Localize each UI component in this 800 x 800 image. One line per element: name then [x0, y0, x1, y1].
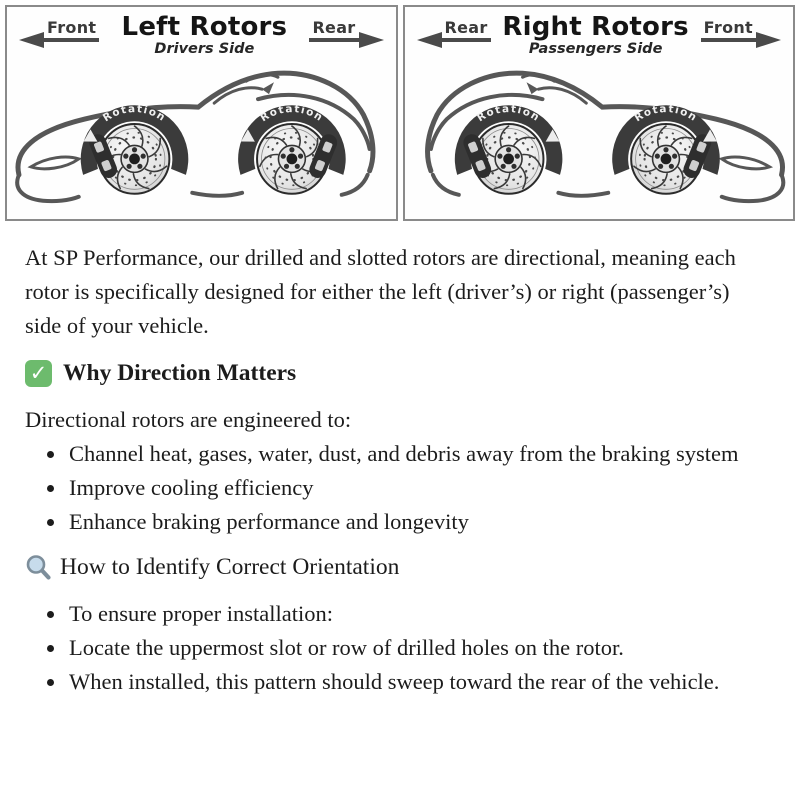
- list-item: • Enhance braking performance and longevity: [67, 505, 770, 539]
- rotor-direction-diagram: [0, 0, 800, 221]
- list-item: • To ensure proper installation:: [67, 597, 770, 631]
- heading-text: How to Identify Correct Orientation: [60, 554, 400, 580]
- front-direction-arrow-label: Front: [701, 19, 756, 42]
- list-item: • Improve cooling efficiency: [67, 471, 770, 505]
- right-rotors-panel: [403, 5, 796, 221]
- rotation-label: Rotation: [474, 102, 542, 125]
- why-bullet-list: [25, 437, 770, 539]
- article-content: [0, 221, 800, 699]
- left-rotors-panel: [5, 5, 398, 221]
- rear-direction-arrow-label: Rear: [442, 19, 491, 42]
- list-item: • Locate the uppermost slot or row of drilled holes on the rotor.: [67, 631, 770, 665]
- right-panel-header: [405, 7, 794, 59]
- panel-subtitle: Passengers Side: [528, 41, 663, 57]
- rotation-label: Rotation: [258, 102, 326, 125]
- rotation-label: Rotation: [631, 102, 700, 125]
- panel-title: Right Rotors: [502, 12, 689, 42]
- front-direction-arrow-label: Front: [44, 19, 99, 42]
- panel-subtitle: Drivers Side: [154, 41, 255, 57]
- heading-text: Why Direction Matters: [63, 360, 297, 386]
- rotation-label: Rotation: [100, 102, 169, 125]
- left-panel-title-block: [99, 14, 309, 57]
- how-to-identify-heading: [25, 551, 770, 583]
- left-panel-header: [7, 7, 396, 59]
- check-icon: ✓: [25, 360, 52, 387]
- why-direction-matters-heading: [25, 357, 770, 389]
- panel-title: Left Rotors: [121, 12, 288, 42]
- right-car-illustration: [405, 59, 794, 217]
- rear-direction-arrow-label: Rear: [309, 19, 358, 42]
- why-lead-text: Directional rotors are engineered to:: [25, 407, 352, 432]
- how-bullet-list: [25, 597, 770, 699]
- right-panel-title-block: [491, 14, 701, 57]
- left-car-illustration: [7, 59, 396, 217]
- list-item: • Channel heat, gases, water, dust, and debris away from the braking system: [67, 437, 770, 471]
- magnifier-icon: [25, 554, 52, 581]
- list-item: • When installed, this pattern should sweep toward the rear of the vehicle.: [67, 665, 770, 699]
- intro-paragraph: At SP Performance, our drilled and slotted rotors are directional, meaning each rotor is specifically designed for either the left (driver’s) or right (passenger’s) side of your vehicle.: [25, 245, 736, 338]
